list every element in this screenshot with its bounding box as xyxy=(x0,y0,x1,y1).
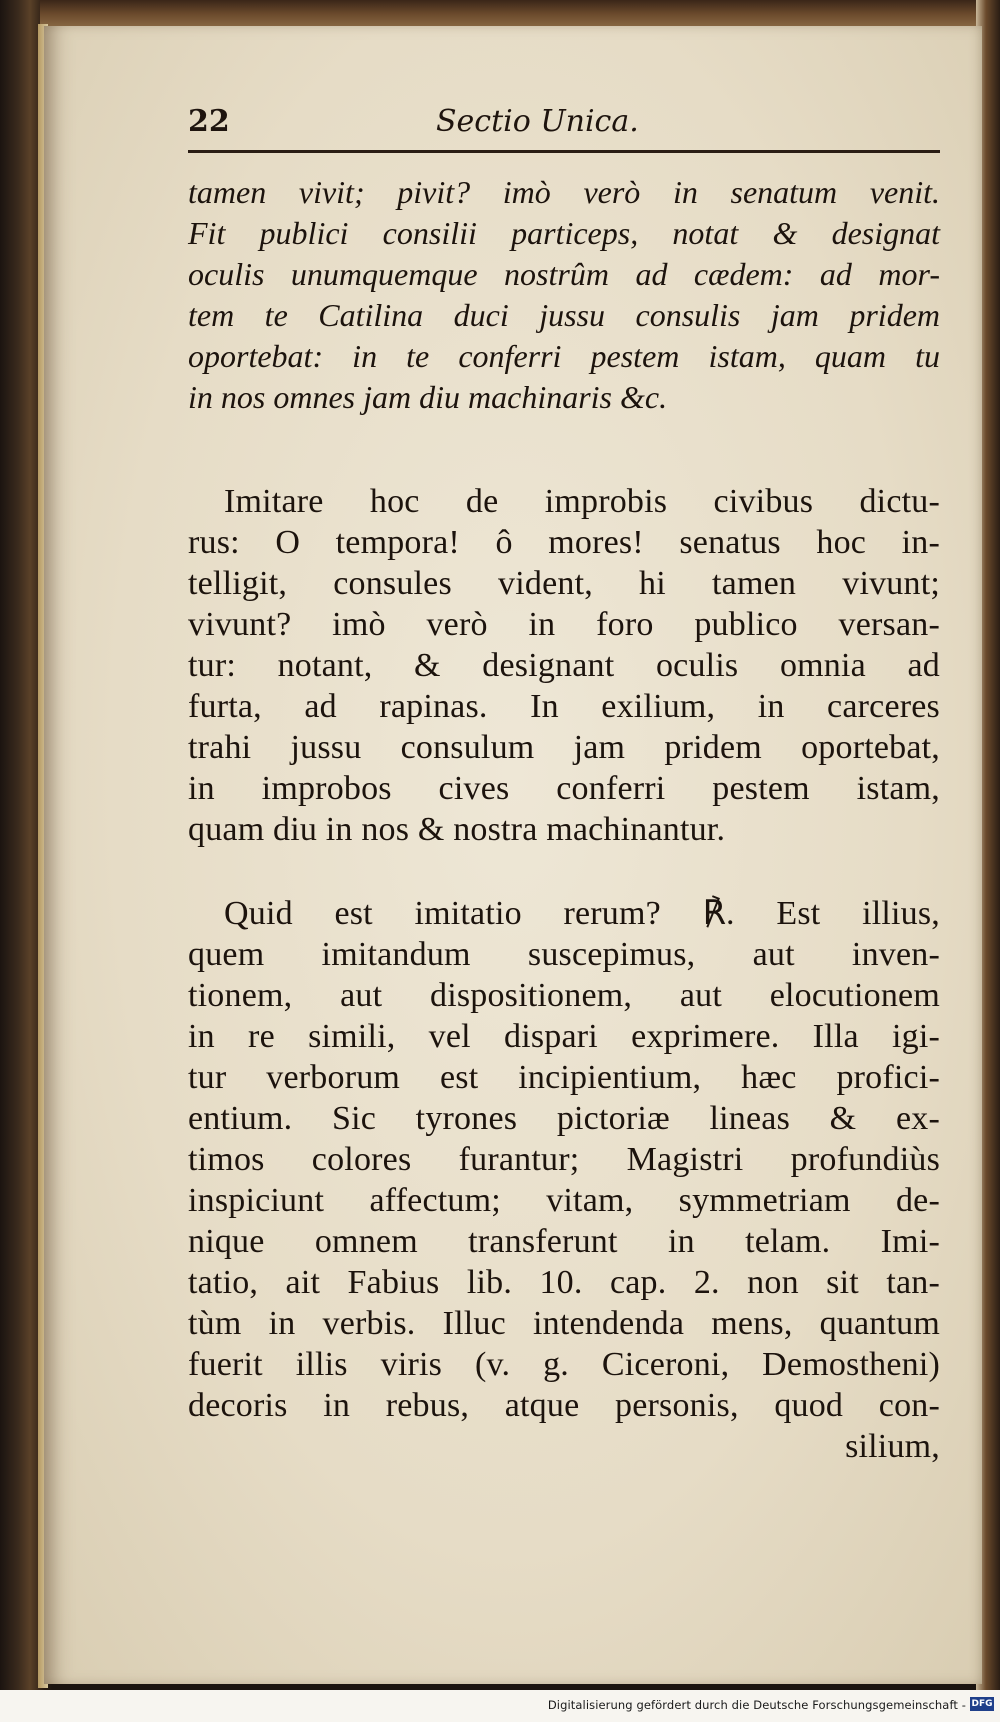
quote-line: Fit publici consilii particeps, notat & designat xyxy=(188,215,940,251)
paragraph-line: Quid est imitatio rerum? ℟. Est illius, xyxy=(224,895,940,932)
paragraph-line: fuerit illis viris (v. g. Ciceroni, Demostheni) xyxy=(188,1346,940,1383)
digitization-credit: Digitalisierung gefördert durch die Deutsche Forschungsgemeinschaft - xyxy=(547,1698,966,1712)
paragraph-line: quam diu in nos & nostra machinantur. xyxy=(188,811,726,848)
quote-line: oportebat: in te conferri pestem istam, quam tu xyxy=(188,338,940,374)
paragraph-line: vivunt? imò verò in foro publico versan- xyxy=(188,606,940,643)
paragraph-line: inspiciunt affectum; vitam, symmetriam de- xyxy=(188,1182,940,1219)
running-title: Sectio Unica. xyxy=(436,104,639,139)
paragraph-line: tùm in verbis. Illuc intendenda mens, quantum xyxy=(188,1305,940,1342)
paragraph-line: in improbos cives conferri pestem istam, xyxy=(188,770,940,807)
paragraph-line: nique omnem transferunt in telam. Imi- xyxy=(188,1223,940,1260)
paragraph-line: entium. Sic tyrones pictoriæ lineas & ex- xyxy=(188,1100,940,1137)
paragraph-quid-est xyxy=(188,893,940,1467)
page-header xyxy=(188,104,940,144)
paragraph-line: tionem, aut dispositionem, aut elocutionem xyxy=(188,977,940,1014)
paragraph-line: rus: O tempora! ô mores! senatus hoc in- xyxy=(188,524,940,561)
paragraph-imitare xyxy=(188,481,940,850)
header-rule xyxy=(188,150,940,153)
paragraph-line: telligit, consules vident, hi tamen vivunt; xyxy=(188,565,940,602)
catchword: silium, xyxy=(845,1428,940,1465)
quote-line: in nos omnes jam diu machinaris &c. xyxy=(188,379,668,415)
quotation-block xyxy=(188,172,940,418)
paragraph-line: trahi jussu consulum jam pridem oportebat, xyxy=(188,729,940,766)
paragraph-line: Imitare hoc de improbis civibus dictu- xyxy=(224,483,940,520)
page-top-edge xyxy=(40,0,1000,28)
paragraph-line: furta, ad rapinas. In exilium, in carceres xyxy=(188,688,940,725)
quote-line: tamen vivit; pivit? imò verò in senatum venit. xyxy=(188,174,940,210)
quote-line: tem te Catilina duci jussu consulis jam pridem xyxy=(188,297,940,333)
paragraph-line: tatio, ait Fabius lib. 10. cap. 2. non sit tan- xyxy=(188,1264,940,1301)
paragraph-line: quem imitandum suscepimus, aut inven- xyxy=(188,936,940,973)
dfg-logo: DFG xyxy=(971,1699,993,1709)
paragraph-line: tur verborum est incipientium, hæc profici- xyxy=(188,1059,940,1096)
paragraph-line: tur: notant, & designant oculis omnia ad xyxy=(188,647,940,684)
paragraph-line: in re simili, vel dispari exprimere. Illa igi- xyxy=(188,1018,940,1055)
page-number: 22 xyxy=(188,104,230,139)
paragraph-line: decoris in rebus, atque personis, quod con- xyxy=(188,1387,940,1424)
paragraph-line: timos colores furantur; Magistri profundiùs xyxy=(188,1141,940,1178)
quote-line: oculis unumquemque nostrûm ad cædem: ad mor- xyxy=(188,256,940,292)
